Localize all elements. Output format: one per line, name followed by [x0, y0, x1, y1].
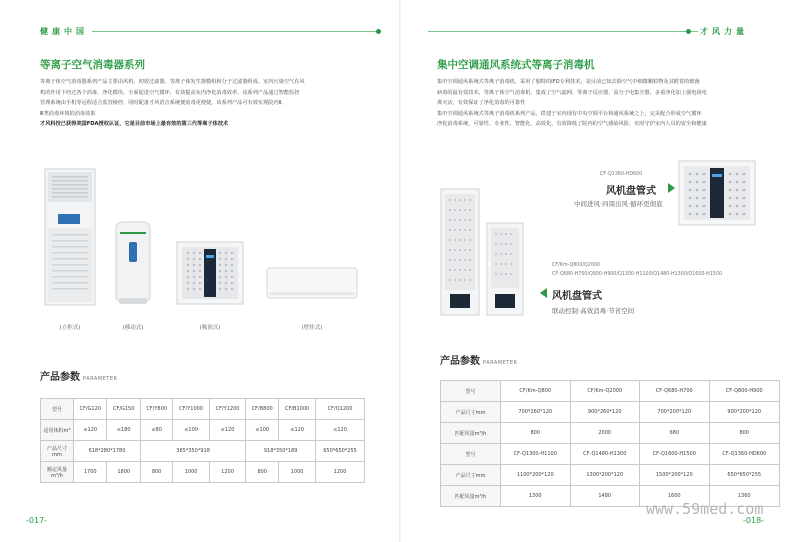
wall-label: (壁挂式)	[301, 325, 323, 331]
table-row	[441, 381, 780, 402]
table-cell: 2000	[570, 423, 640, 444]
table-cell: ≤120	[209, 420, 245, 441]
table-cell: ≤120	[74, 420, 107, 441]
left-param-en: PARAMETER	[83, 376, 118, 382]
table-cell: 365*350*918	[140, 441, 245, 462]
table-cell: 700*200*120	[640, 402, 710, 423]
table-cell: ≤100	[173, 420, 209, 441]
table-row	[441, 444, 780, 465]
table-cell: 800	[709, 423, 780, 444]
callout2-arrow-icon	[540, 288, 547, 298]
table-cell: 1700	[74, 462, 107, 483]
table-cell: 800	[501, 423, 571, 444]
ceiling-purifier-image	[176, 241, 244, 305]
table-cell: 650*650*255	[316, 441, 365, 462]
right-paragraph-line: 净化消毒系统，可靠性、专业性、智能化、高效化，有效降低了院内的空气感染风险，实时守护室内人员的安全和健康	[437, 121, 707, 127]
table-cell: CF/Km-Q2000	[570, 381, 640, 402]
table-cell: CF-Q1360-HD600	[709, 444, 780, 465]
table-cell: 900*260*120	[570, 402, 640, 423]
right-paragraph-line: 集中空调通风系统式等离子消毒机系列产品，搭建于室内现有中央空调平台和通风系统之上，完美配合形成空气循环	[437, 110, 702, 117]
table-cell: CF/Y1200	[209, 399, 245, 420]
table-cell: ≤100	[246, 420, 279, 441]
right-param-en: PARAMETER	[483, 360, 518, 366]
table-cell: 1200	[209, 462, 245, 483]
cabinet-label: (立柜式)	[59, 325, 81, 331]
right-paragraph-line: 病毒的最有效技术，等离子体空气消毒机，集成了空气滤网、等离子反应器、高分子电集尘器、多重净化加上强电场电	[437, 89, 707, 96]
table-cell: CF-Q1300-H1100	[501, 444, 571, 465]
header-left-rule	[92, 31, 378, 32]
table-cell: 1000	[279, 462, 316, 483]
header-right-rule	[428, 31, 698, 32]
callout1-model: CF-Q1360-HD600	[600, 172, 643, 177]
right-paragraph-line: 集中空调通风系统式等离子消毒机，采用了独特的IFD专利技术，是目前已知去除空气中细微颗粒物及其附着的细菌	[437, 79, 700, 85]
callout1-arrow-icon	[668, 183, 675, 193]
table-cell: ≤80	[140, 420, 172, 441]
right-page-number: -018-	[743, 516, 765, 525]
header-right-dot	[686, 29, 691, 34]
table-cell: 618*280*1780	[74, 441, 141, 462]
left-paragraph-line: 等离子体空气消毒器系列产品主要由风机、初效过滤器、等离子体发生器模组和分子过滤器组成。室内污染空气在风	[40, 79, 305, 85]
table-row	[441, 465, 780, 486]
table-cell: ≤120	[316, 420, 365, 441]
table-cell: 匹配风量m³/h	[441, 486, 501, 507]
table-cell: 型号	[441, 381, 501, 402]
table-cell: CF/Q1200	[316, 399, 365, 420]
right-param-heading	[440, 352, 517, 367]
table-cell: 1360	[709, 486, 780, 507]
table-cell: CF-Q680-H700	[640, 381, 710, 402]
header-left-dot	[376, 29, 381, 34]
table-cell: CF/Km-Q800	[501, 381, 571, 402]
table-cell: 匹配风量m³/h	[441, 423, 501, 444]
table-cell: 1500*200*120	[640, 465, 710, 486]
table-cell: 产品尺寸mm	[441, 465, 501, 486]
left-param-table	[40, 398, 365, 483]
table-row	[441, 402, 780, 423]
callout2-model-2: CF-Q680-H700/Q800-H900/Q1300-H1100/Q1480-H1300/Q1600-H1500	[552, 272, 722, 277]
callout2-title: 风机盘管式	[552, 291, 602, 302]
table-cell: CF-Q1600-H1500	[640, 444, 710, 465]
table-cell: 800	[246, 462, 279, 483]
table-cell: CF/G120	[74, 399, 107, 420]
duct-unit-tall-image	[440, 188, 480, 318]
mobile-label: (移动式)	[122, 325, 144, 331]
table-cell: 918*350*189	[246, 441, 316, 462]
left-paragraph-line: Ⅲ类消毒环境的消毒效果	[40, 110, 96, 117]
header-right-text: 才风力量	[700, 27, 748, 36]
table-cell: 900*200*120	[709, 402, 780, 423]
left-section-title: 等离子空气消毒器系列	[40, 59, 145, 71]
table-row	[41, 399, 365, 420]
table-cell: 产品尺寸mm	[441, 402, 501, 423]
right-paragraph-line: 离灭活，有效保证了净化消毒的可靠性	[437, 100, 526, 106]
table-row	[441, 423, 780, 444]
table-cell: 800	[140, 462, 172, 483]
table-cell: CF/Y1000	[173, 399, 209, 420]
left-body-text	[40, 77, 370, 130]
table-cell: 型号	[441, 444, 501, 465]
table-cell: CF/B1000	[279, 399, 316, 420]
table-cell: 1800	[107, 462, 140, 483]
table-cell: 适用体积m³	[41, 420, 74, 441]
table-cell: 680	[640, 423, 710, 444]
table-row	[41, 462, 365, 483]
wall-purifier-image	[266, 266, 358, 302]
ceiling-label: (吸顶式)	[199, 325, 221, 331]
right-param-table	[440, 380, 780, 507]
callout2-model-1: CF/Km-Q800/Q2000	[552, 263, 600, 268]
left-param-title: 产品参数	[40, 372, 80, 383]
table-cell: 1100*200*120	[501, 465, 571, 486]
table-cell: 1600	[640, 486, 710, 507]
table-cell: 650*650*255	[709, 465, 780, 486]
fan-coil-ceiling-image	[678, 160, 756, 226]
left-page-number: -017-	[26, 516, 48, 525]
duct-unit-short-image	[486, 222, 524, 318]
table-cell: 额定风量m³/h	[41, 462, 74, 483]
table-cell: CF-Q800-H900	[709, 381, 780, 402]
table-cell: ≤120	[279, 420, 316, 441]
left-param-heading	[40, 368, 117, 383]
table-cell: 1200	[316, 462, 365, 483]
callout1-subtitle: 中间进风·四周出风·循环更彻底	[574, 200, 663, 208]
right-section-title: 集中空调通风系统式等离子消毒机	[437, 59, 595, 71]
left-paragraph-line: 机的作用下经过各个消毒、净化模块，全面促进空气循环，有效提高室内净化消毒效率。该系列产品通过智能监控	[40, 89, 300, 96]
right-body-text	[437, 77, 777, 130]
callout2-subtitle: 联动控制·高效消毒·节省空间	[552, 307, 635, 315]
table-cell: CF/G150	[107, 399, 140, 420]
mobile-purifier-image	[113, 220, 153, 308]
left-fda-statement: 才风科技已获得美国FDA授权认证，它是目前市场上最有效的第三代等离子体技术	[40, 121, 229, 127]
left-paragraph-line: 管理系统由手机等远程适合监管操控，同时配备才风语音系统便消毒更便捷。该系列产品可有效实现院内Ⅱ、	[40, 100, 287, 106]
right-param-title: 产品参数	[440, 356, 480, 367]
header-left-text: 健康中国	[40, 27, 88, 36]
table-cell: 1480	[570, 486, 640, 507]
table-cell: 700*260*120	[501, 402, 571, 423]
table-cell: CF/Y800	[140, 399, 172, 420]
callout1-title: 风机盘管式	[606, 186, 656, 197]
table-cell: ≤180	[107, 420, 140, 441]
table-row	[41, 420, 365, 441]
watermark-text: www.59med.com	[646, 500, 764, 518]
table-cell: 型号	[41, 399, 74, 420]
table-cell: 1300	[501, 486, 571, 507]
table-cell: 1300*200*120	[570, 465, 640, 486]
table-cell: 1000	[173, 462, 209, 483]
cabinet-purifier-image	[44, 168, 98, 308]
table-row	[41, 441, 365, 462]
table-cell: 产品尺寸mm	[41, 441, 74, 462]
table-cell: CF-Q1480-H1300	[570, 444, 640, 465]
table-cell: CF/B800	[246, 399, 279, 420]
page-gutter	[399, 0, 401, 542]
